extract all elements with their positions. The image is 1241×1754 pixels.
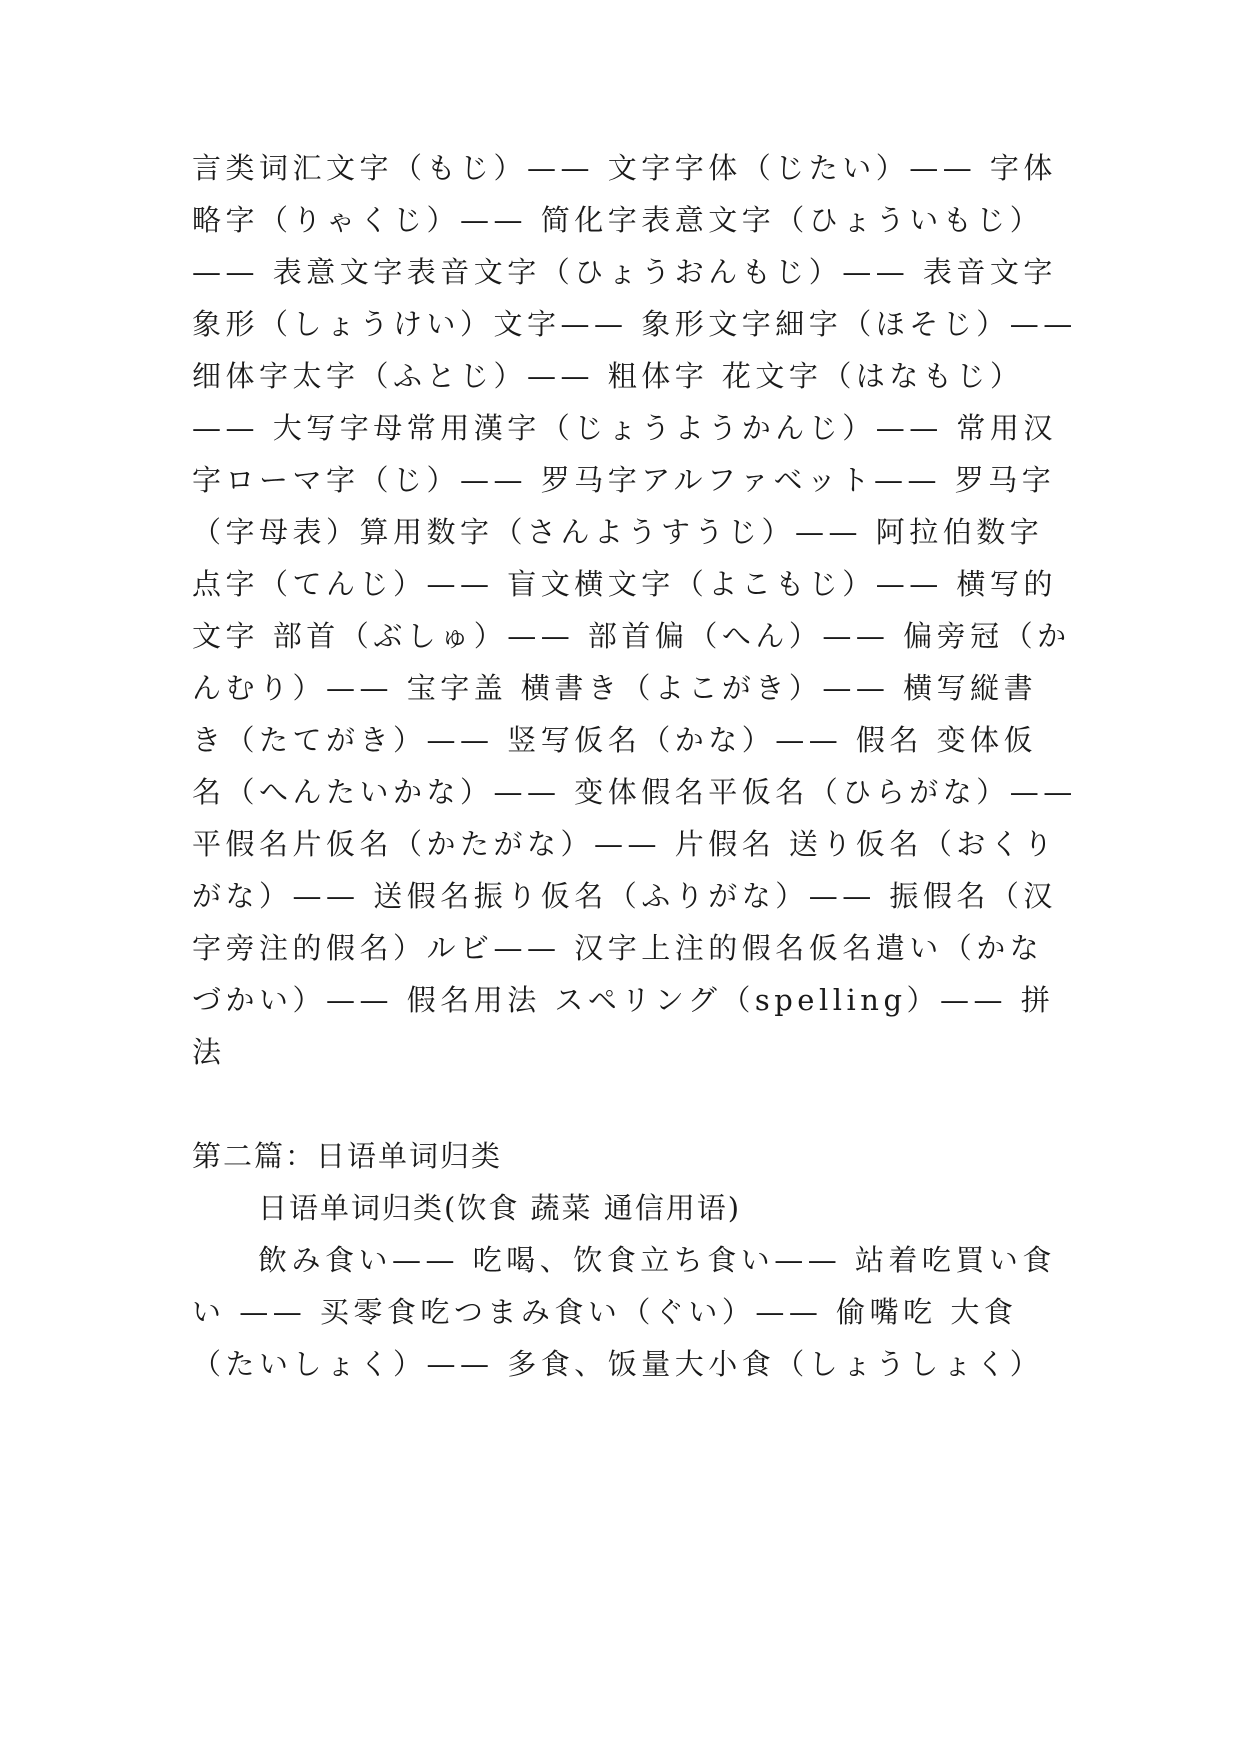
paragraph-line: 文字 部首（ぶしゅ）—— 部首偏（へん）—— 偏旁冠（か (192, 619, 1071, 653)
paragraph-line: んむり）—— 宝字盖 横書き（よこがき）—— 横写縦書 (192, 671, 1038, 705)
paragraph-line: 细体字太字（ふとじ）—— 粗体字 花文字（はなもじ） (192, 359, 1024, 393)
paragraph-line: 名（へんたいかな）—— 变体假名平仮名（ひらがな）—— (192, 775, 1077, 809)
paragraph-line: （たいしょく）—— 多食、饭量大小食（しょうしょく） (192, 1347, 1044, 1381)
paragraph-line: （字母表）算用数字（さんようすうじ）—— 阿拉伯数字 (192, 515, 1044, 549)
paragraph-line: 法 (192, 1035, 226, 1069)
paragraph-line: 略字（りゃくじ）—— 简化字表意文字（ひょういもじ） (192, 203, 1044, 237)
paragraph-line: 象形（しょうけい）文字—— 象形文字細字（ほそじ）—— (192, 307, 1077, 341)
paragraph-line: 言类词汇文字（もじ）—— 文字字体（じたい）—— 字体 (192, 151, 1057, 185)
paragraph-line: がな）—— 送假名振り仮名（ふりがな）—— 振假名（汉 (192, 879, 1057, 913)
subtitle: 日语单词归类(饮食 蔬菜 通信用语) (258, 1191, 742, 1225)
paragraph-line: —— 表意文字表音文字（ひょうおんもじ）—— 表音文字 (192, 255, 1057, 289)
paragraph-line: —— 大写字母常用漢字（じょうようかんじ）—— 常用汉 (192, 411, 1057, 445)
paragraph-line: き（たてがき）—— 竖写仮名（かな）—— 假名 变体仮 (192, 723, 1038, 757)
paragraph-line: 平假名片仮名（かたがな）—— 片假名 送り仮名（おくり (192, 827, 1057, 861)
paragraph-line: い —— 买零食吃つまみ食い（ぐい）—— 偷嘴吃 大食 (192, 1295, 1018, 1329)
paragraph-line: 字旁注的假名）ルビ—— 汉字上注的假名仮名遣い（かな (192, 931, 1044, 965)
paragraph-line: づかい）—— 假名用法 スペリング（spelling）—— 拼 (192, 983, 1055, 1017)
section-heading: 第二篇：日语单词归类 (192, 1139, 503, 1173)
paragraph-line: 点字（てんじ）—— 盲文横文字（よこもじ）—— 横写的 (192, 567, 1057, 601)
paragraph-line: 字ローマ字（じ）—— 罗马字アルファベット—— 罗马字 (192, 463, 1056, 497)
paragraph-line: 飲み食い—— 吃喝、饮食立ち食い—— 站着吃買い食 (258, 1243, 1056, 1277)
